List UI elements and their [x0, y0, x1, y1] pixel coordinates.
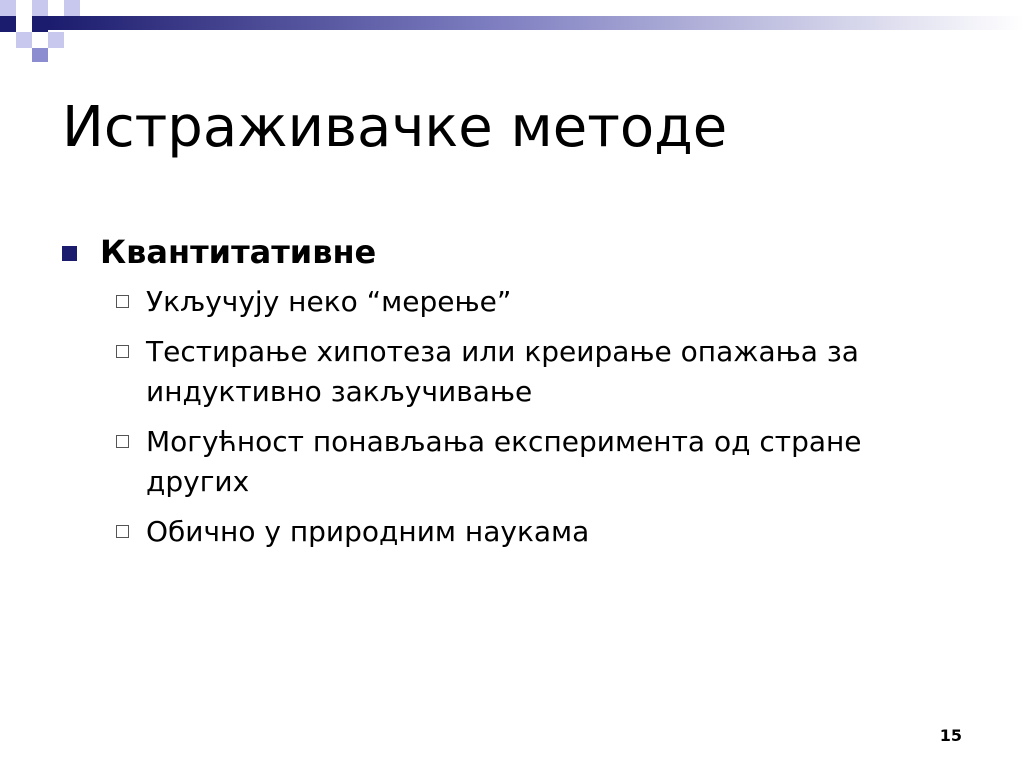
heading-text: Квантитативне: [100, 233, 377, 271]
hollow-square-bullet-icon: [116, 525, 129, 538]
sub-bullet-list: [62, 282, 962, 552]
header-square: [32, 16, 48, 32]
list-item-text: Укључују неко “мерење”: [146, 285, 512, 318]
list-item-text: Тестирање хипотеза или креирање опажања за индуктивно закључивање: [146, 335, 859, 408]
hollow-square-bullet-icon: [116, 345, 129, 358]
header-square: [16, 16, 32, 32]
header-decoration: [0, 0, 1024, 62]
list-item: [62, 282, 962, 322]
header-square: [48, 0, 64, 16]
list-item-text: Могућност понављања експеримента од стране других: [146, 425, 862, 498]
hollow-square-bullet-icon: [116, 295, 129, 308]
square-bullet-icon: [62, 246, 77, 261]
list-item-text: Обично у природним наукама: [146, 515, 590, 548]
list-item: [62, 422, 962, 502]
hollow-square-bullet-icon: [116, 435, 129, 448]
header-square: [0, 0, 16, 16]
header-square: [16, 32, 32, 48]
header-gradient-band: [48, 16, 1024, 30]
slide-title: Истраживачке методе: [62, 95, 728, 160]
header-square: [48, 32, 64, 48]
list-item: [62, 512, 962, 552]
header-square: [32, 0, 48, 16]
list-item: [62, 332, 962, 412]
header-square: [64, 0, 80, 16]
header-square: [32, 32, 48, 48]
slide-body: [62, 226, 962, 562]
header-square: [32, 48, 48, 62]
bullet-heading: [62, 226, 962, 278]
slide-number: 15: [939, 726, 962, 745]
header-square: [16, 0, 32, 16]
header-square: [0, 16, 16, 32]
